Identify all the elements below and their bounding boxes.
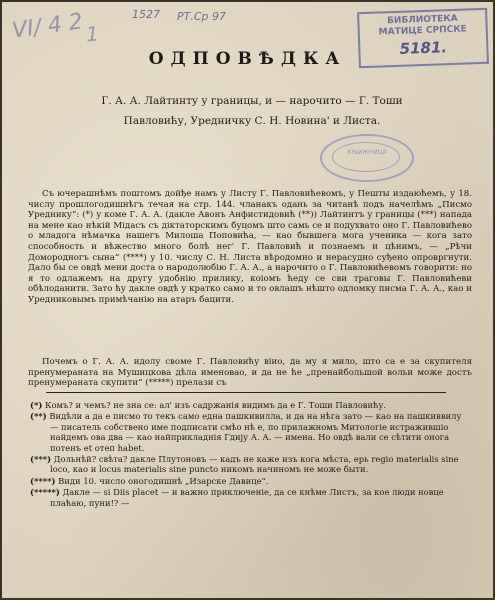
document-title: ОДПОВѢДКА xyxy=(148,49,347,69)
paragraph-2 xyxy=(28,357,472,389)
subtitle-line-1: Г. А. А. Лайтинту у границы, и — нарочито — Г. Тоши xyxy=(101,95,403,107)
paragraph-2-text: Почемъ о Г. А. А. идолу своме Г. Павловићу віио, да му я мило, што са е за скупителя пренумераната на Мушицкова дѣла именовао, и да не ће „пренайбольшой вольи може достъ пренумераната скупити“ (*****) прелази съ xyxy=(28,357,472,389)
footnote xyxy=(30,476,472,486)
library-stamp-number: 5181. xyxy=(399,38,448,58)
oval-stamp-inner-ring xyxy=(332,142,400,172)
footnote-text: Дольнѣй? свѣта? дакле Плутоновъ — кадъ не каже изъ кога мѣста, ерь regio materialis sine loco, као и locus materialis sine puncto никомъ начиномъ не може быти. xyxy=(50,454,459,475)
scanned-page xyxy=(2,2,493,598)
library-stamp-line2: МАТИЦЕ СРПСКЕ xyxy=(378,24,467,38)
footnote-text: Видѣли а да е писмо то текъ само една пашкивилла, и да на нѣга зато — као на пашкиввилу — писатель собствено име подписати смѣо нѣ е, по прилажномъ Митологіе истражившіо найдемъ ова два — као найприкладнія Гдију А. А. — имена. Но овдѣ вали се сѣтити онога потенъ еt отеп habet. xyxy=(49,411,462,453)
footnote-divider xyxy=(46,392,446,393)
footnote xyxy=(30,400,472,410)
footnote-mark: (*) xyxy=(30,400,43,410)
library-stamp-line1: БИБЛИОТЕКА xyxy=(386,13,458,27)
footnote-text: Комъ? и чемъ? не зна се: ал' изъ садржанія видимъ да е Г. Тоши Павловићу. xyxy=(44,400,387,410)
footnote-mark: (*****) xyxy=(30,487,60,498)
oval-stamp-text: КЊИЖНИЦА xyxy=(347,149,387,156)
paragraph-1-text: Съ ючерашнѣмъ поштомъ дойђе намъ у Листу Г. Павловићевомъ, у Пешты издаюћемъ, у 18. числу прошлогодишнѣгъ течая на стр. 144. чланакъ одань за читанѣ подъ начелѣмъ „Писмо Уреднику“: (*) у коме Г. А. А. (дакле Авонъ Анфистидовић (**)) Лайтинтъ у границы (***) напада на мене као нѣкій Мідасъ съ діктаторскимъ буцомъ што самь се и подухвато оно Г. Павловићево о младога нѣмачка нашегъ Милоша Поповића, — као бывшега мога ученика — кога зато способность и вѣжество много болѣ нег' Г. Павловић и познаемъ и цѣнимъ, — „Рѣчи Домородногъ сына“ (****) у 10. числу С. Н. Листа вѣродомно и нерасудно суђено опровргнути. Дало бы се овдѣ мени доста о народолюбію Г. А. А., а нарочито о Г. Павловићевомъ говорити: но я то одлажемъ на другу удобнію прилику, коіомъ ћеду се сви траговы Г. Павловићеви обѣлоданити. Зато ћу дакле овдѣ у кратко само и то овлашъ нѣшто одломку писма Г. А. А., као и Уредниковымъ примѣчанію на атаръ бацити. xyxy=(28,189,472,305)
handwritten-mark: 1 xyxy=(85,21,100,47)
footnote xyxy=(30,454,472,475)
footnote-mark: (****) xyxy=(30,475,56,486)
footnote-mark: (**) xyxy=(30,411,47,422)
handwritten-ref-1: 1527 xyxy=(132,8,160,21)
subtitle-line-2: Павловићу, Уредничку С. Н. Новина' и Листа. xyxy=(123,115,381,127)
handwritten-shelfmark: VI/ 4 2 xyxy=(10,9,85,44)
footnote-text: Дакле — si Diis placet — и важно приключеніе, да се кнѣме Листъ, за кое люди новце плаћаю, пуни!? — xyxy=(50,487,444,508)
handwritten-ref-2: РТ.Ср 97 xyxy=(177,10,227,23)
oval-stamp xyxy=(320,134,414,182)
footnote xyxy=(30,487,472,508)
footnote-mark: (***) xyxy=(30,454,52,465)
paragraph-1 xyxy=(28,189,472,306)
footnote xyxy=(30,411,472,453)
footnotes xyxy=(30,400,472,509)
footnote-text: Види 10. число оногодишнѣ „Изарске Давице“. xyxy=(58,475,269,486)
